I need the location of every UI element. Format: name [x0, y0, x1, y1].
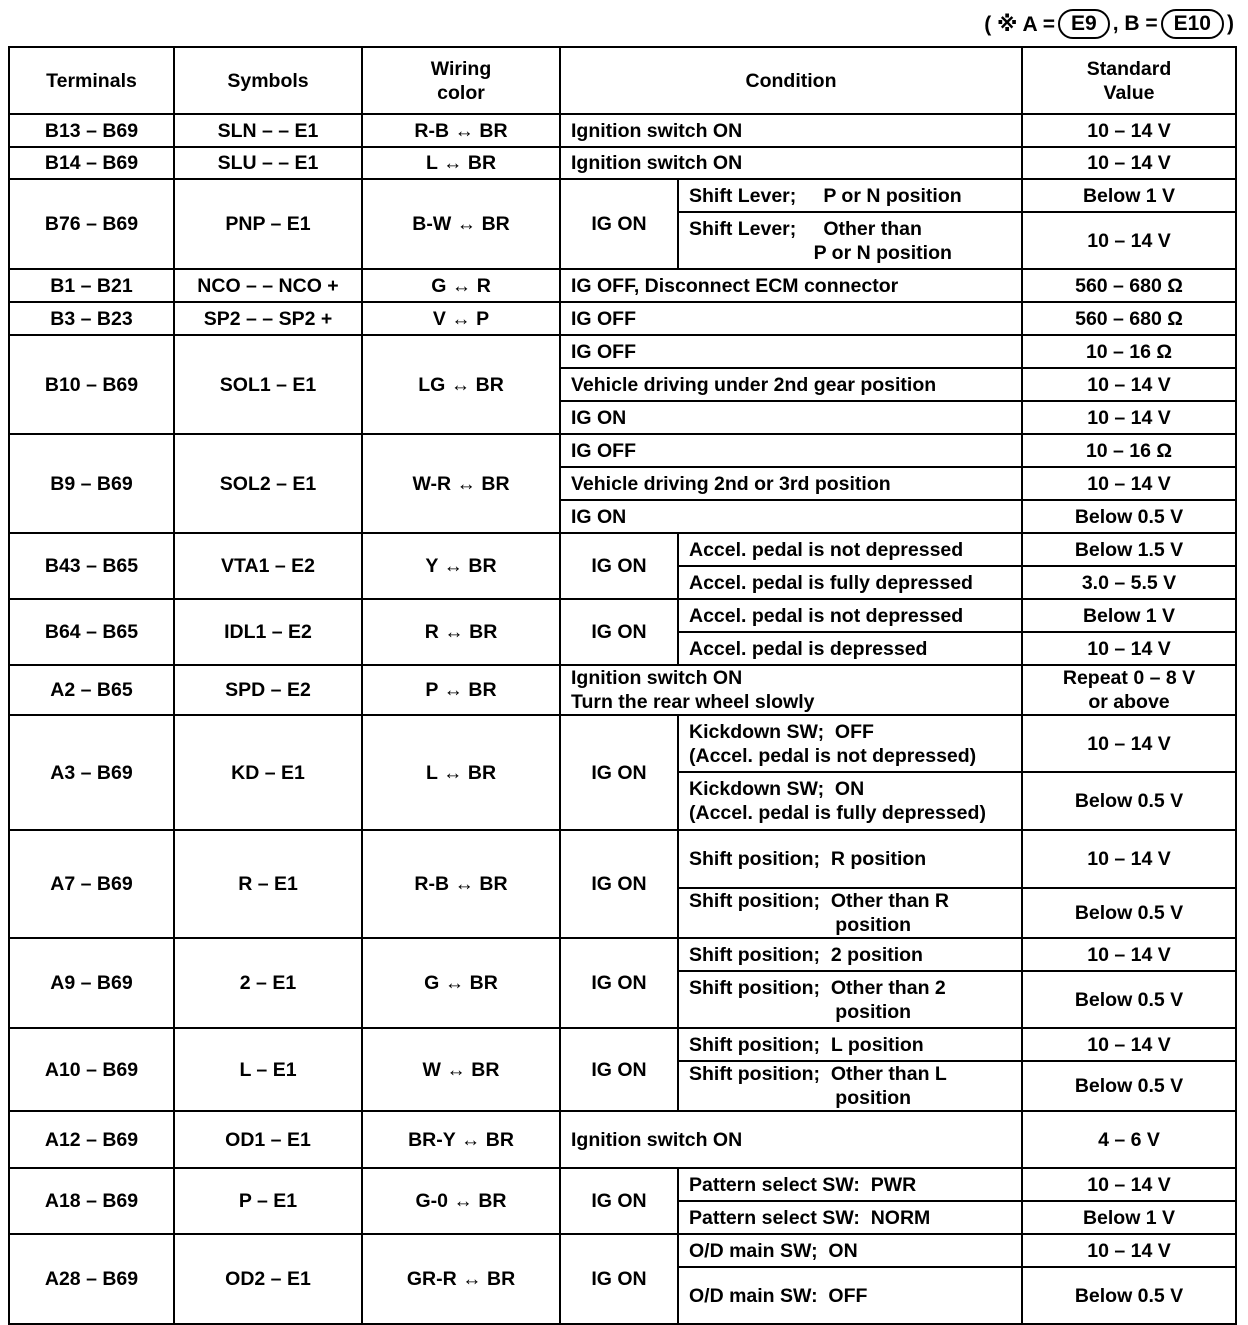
standard-value-cell: 10 – 14 V — [1022, 368, 1236, 401]
condition-cell: Ignition switch ON — [560, 1111, 1022, 1168]
symbols-cell: SLU – – E1 — [174, 147, 362, 179]
condition-cell: Vehicle driving under 2nd gear position — [560, 368, 1022, 401]
condition-cell: Ignition switch ON — [560, 114, 1022, 147]
header-standard-line2: Value — [1103, 81, 1155, 104]
standard-value-cell: 10 – 14 V — [1022, 938, 1236, 971]
condition-cell: Vehicle driving 2nd or 3rd position — [560, 467, 1022, 500]
sub-condition-cell: Shift position; R position — [678, 830, 1022, 888]
wiring-color-cell: P ↔ BR — [362, 665, 560, 715]
symbols-cell: IDL1 – E2 — [174, 599, 362, 665]
symbols-cell: R – E1 — [174, 830, 362, 938]
terminals-cell: B1 – B21 — [9, 269, 174, 302]
condition-cell: IG OFF — [560, 302, 1022, 335]
header-standard-value — [1022, 47, 1236, 114]
symbols-cell: NCO – – NCO + — [174, 269, 362, 302]
terminal-spec-table — [8, 46, 1237, 1325]
standard-value-cell: 10 – 14 V — [1022, 147, 1236, 179]
table-row — [9, 830, 1236, 888]
connector-a-badge: E9 — [1058, 9, 1110, 39]
legend-open: ( ※ A = — [984, 12, 1055, 36]
table-row — [9, 179, 1236, 212]
standard-value-cell: 4 – 6 V — [1022, 1111, 1236, 1168]
symbols-cell: PNP – E1 — [174, 179, 362, 269]
terminals-cell: A3 – B69 — [9, 715, 174, 830]
wiring-color-cell: G ↔ BR — [362, 938, 560, 1028]
symbols-cell: OD2 – E1 — [174, 1234, 362, 1324]
standard-value-cell: 560 – 680 Ω — [1022, 269, 1236, 302]
condition-cell: Ignition switch ON Turn the rear wheel slowly — [560, 665, 1022, 715]
sub-condition-cell: Accel. pedal is depressed — [678, 632, 1022, 665]
standard-value-cell: Below 0.5 V — [1022, 1061, 1236, 1111]
header-symbols: Symbols — [174, 47, 362, 114]
symbols-cell: VTA1 – E2 — [174, 533, 362, 599]
terminals-cell: A7 – B69 — [9, 830, 174, 938]
legend-mid: , B = — [1112, 12, 1158, 35]
terminals-cell: B64 – B65 — [9, 599, 174, 665]
symbols-cell: SOL1 – E1 — [174, 335, 362, 434]
sub-condition-cell: O/D main SW; ON — [678, 1234, 1022, 1267]
condition-cell: Ignition switch ON — [560, 147, 1022, 179]
table-row — [9, 665, 1236, 715]
main-condition-cell: IG ON — [560, 1168, 678, 1234]
wiring-color-cell: R-B ↔ BR — [362, 114, 560, 147]
header-standard-line1: Standard — [1086, 57, 1172, 80]
connector-legend — [984, 8, 1234, 40]
sub-condition-cell: Shift position; Other than R position — [678, 888, 1022, 938]
table-row — [9, 147, 1236, 179]
standard-value-cell: Below 0.5 V — [1022, 888, 1236, 938]
table-row — [9, 335, 1236, 368]
symbols-cell: SPD – E2 — [174, 665, 362, 715]
terminals-cell: A18 – B69 — [9, 1168, 174, 1234]
wiring-color-cell: L ↔ BR — [362, 147, 560, 179]
main-condition-cell: IG ON — [560, 179, 678, 269]
terminals-cell: A2 – B65 — [9, 665, 174, 715]
wiring-color-cell: R ↔ BR — [362, 599, 560, 665]
symbols-cell: L – E1 — [174, 1028, 362, 1111]
symbols-cell: SOL2 – E1 — [174, 434, 362, 533]
table-row — [9, 434, 1236, 467]
table-row — [9, 302, 1236, 335]
standard-value-cell: Repeat 0 – 8 V or above — [1022, 665, 1236, 715]
terminals-cell: A10 – B69 — [9, 1028, 174, 1111]
table-row — [9, 1028, 1236, 1061]
terminals-cell: B43 – B65 — [9, 533, 174, 599]
sub-condition-cell: Kickdown SW; OFF (Accel. pedal is not depressed) — [678, 715, 1022, 772]
wiring-color-cell: L ↔ BR — [362, 715, 560, 830]
standard-value-cell: 10 – 14 V — [1022, 401, 1236, 434]
main-condition-cell: IG ON — [560, 599, 678, 665]
wiring-color-cell: G-0 ↔ BR — [362, 1168, 560, 1234]
sub-condition-cell: Pattern select SW: NORM — [678, 1201, 1022, 1234]
standard-value-cell: 560 – 680 Ω — [1022, 302, 1236, 335]
wiring-color-cell: BR-Y ↔ BR — [362, 1111, 560, 1168]
main-condition-cell: IG ON — [560, 830, 678, 938]
terminals-cell: A12 – B69 — [9, 1111, 174, 1168]
main-condition-cell: IG ON — [560, 938, 678, 1028]
table-row — [9, 1168, 1236, 1201]
main-condition-cell: IG ON — [560, 1234, 678, 1324]
standard-value-cell: Below 1 V — [1022, 1201, 1236, 1234]
wiring-color-cell: GR-R ↔ BR — [362, 1234, 560, 1324]
symbols-cell: KD – E1 — [174, 715, 362, 830]
terminals-cell: B76 – B69 — [9, 179, 174, 269]
sub-condition-cell: Shift position; Other than 2 position — [678, 971, 1022, 1028]
table-row — [9, 533, 1236, 566]
condition-cell: IG ON — [560, 401, 1022, 434]
sub-condition-cell: Shift position; Other than L position — [678, 1061, 1022, 1111]
standard-value-cell: Below 1 V — [1022, 179, 1236, 212]
symbols-cell: P – E1 — [174, 1168, 362, 1234]
wiring-color-cell: LG ↔ BR — [362, 335, 560, 434]
sub-condition-cell: Kickdown SW; ON (Accel. pedal is fully depressed) — [678, 772, 1022, 830]
symbols-cell: OD1 – E1 — [174, 1111, 362, 1168]
standard-value-cell: Below 1.5 V — [1022, 533, 1236, 566]
table-row — [9, 269, 1236, 302]
header-wiring-line1: Wiring — [430, 57, 492, 80]
main-condition-cell: IG ON — [560, 715, 678, 830]
standard-value-cell: 10 – 14 V — [1022, 1168, 1236, 1201]
standard-value-cell: 10 – 14 V — [1022, 114, 1236, 147]
sub-condition-cell: Accel. pedal is not depressed — [678, 533, 1022, 566]
sub-condition-cell: Shift position; L position — [678, 1028, 1022, 1061]
standard-value-cell: 10 – 16 Ω — [1022, 335, 1236, 368]
wiring-color-cell: V ↔ P — [362, 302, 560, 335]
wiring-color-cell: W-R ↔ BR — [362, 434, 560, 533]
terminals-cell: B10 – B69 — [9, 335, 174, 434]
header-terminals: Terminals — [9, 47, 174, 114]
main-condition-cell: IG ON — [560, 533, 678, 599]
condition-cell: IG OFF — [560, 335, 1022, 368]
sub-condition-cell: Accel. pedal is fully depressed — [678, 566, 1022, 599]
standard-value-cell: 10 – 14 V — [1022, 1234, 1236, 1267]
standard-value-cell: 10 – 14 V — [1022, 830, 1236, 888]
terminals-cell: A28 – B69 — [9, 1234, 174, 1324]
standard-value-cell: Below 0.5 V — [1022, 500, 1236, 533]
table-row — [9, 599, 1236, 632]
terminals-cell: B13 – B69 — [9, 114, 174, 147]
terminals-cell: B3 – B23 — [9, 302, 174, 335]
symbols-cell: SP2 – – SP2 + — [174, 302, 362, 335]
standard-value-cell: 10 – 14 V — [1022, 1028, 1236, 1061]
standard-value-cell: 10 – 16 Ω — [1022, 434, 1236, 467]
sub-condition-cell: Accel. pedal is not depressed — [678, 599, 1022, 632]
sub-condition-cell: Shift Lever; P or N position — [678, 179, 1022, 212]
terminals-cell: A9 – B69 — [9, 938, 174, 1028]
standard-value-cell: 10 – 14 V — [1022, 632, 1236, 665]
table-header-row — [9, 47, 1236, 114]
standard-value-cell: Below 0.5 V — [1022, 971, 1236, 1028]
table-row — [9, 114, 1236, 147]
connector-b-badge: E10 — [1161, 9, 1224, 39]
table-row — [9, 938, 1236, 971]
main-condition-cell: IG ON — [560, 1028, 678, 1111]
condition-cell: IG OFF, Disconnect ECM connector — [560, 269, 1022, 302]
wiring-color-cell: G ↔ R — [362, 269, 560, 302]
standard-value-cell: 10 – 14 V — [1022, 715, 1236, 772]
wiring-color-cell: Y ↔ BR — [362, 533, 560, 599]
table-row — [9, 1234, 1236, 1267]
header-wiring-color — [362, 47, 560, 114]
sub-condition-cell: Pattern select SW: PWR — [678, 1168, 1022, 1201]
wiring-color-cell: R-B ↔ BR — [362, 830, 560, 938]
sub-condition-cell: Shift position; 2 position — [678, 938, 1022, 971]
table-row — [9, 1111, 1236, 1168]
condition-cell: IG OFF — [560, 434, 1022, 467]
standard-value-cell: 10 – 14 V — [1022, 467, 1236, 500]
sub-condition-cell: O/D main SW: OFF — [678, 1267, 1022, 1324]
symbols-cell: 2 – E1 — [174, 938, 362, 1028]
standard-value-cell: 3.0 – 5.5 V — [1022, 566, 1236, 599]
standard-value-cell: 10 – 14 V — [1022, 212, 1236, 269]
terminals-cell: B9 – B69 — [9, 434, 174, 533]
legend-close: ) — [1227, 12, 1234, 35]
standard-value-cell: Below 0.5 V — [1022, 772, 1236, 830]
table-row — [9, 715, 1236, 772]
terminals-cell: B14 – B69 — [9, 147, 174, 179]
standard-value-cell: Below 0.5 V — [1022, 1267, 1236, 1324]
wiring-color-cell: B-W ↔ BR — [362, 179, 560, 269]
standard-value-cell: Below 1 V — [1022, 599, 1236, 632]
header-wiring-line2: color — [437, 81, 485, 104]
wiring-color-cell: W ↔ BR — [362, 1028, 560, 1111]
header-condition: Condition — [560, 47, 1022, 114]
condition-cell: IG ON — [560, 500, 1022, 533]
symbols-cell: SLN – – E1 — [174, 114, 362, 147]
sub-condition-cell: Shift Lever; Other than P or N position — [678, 212, 1022, 269]
